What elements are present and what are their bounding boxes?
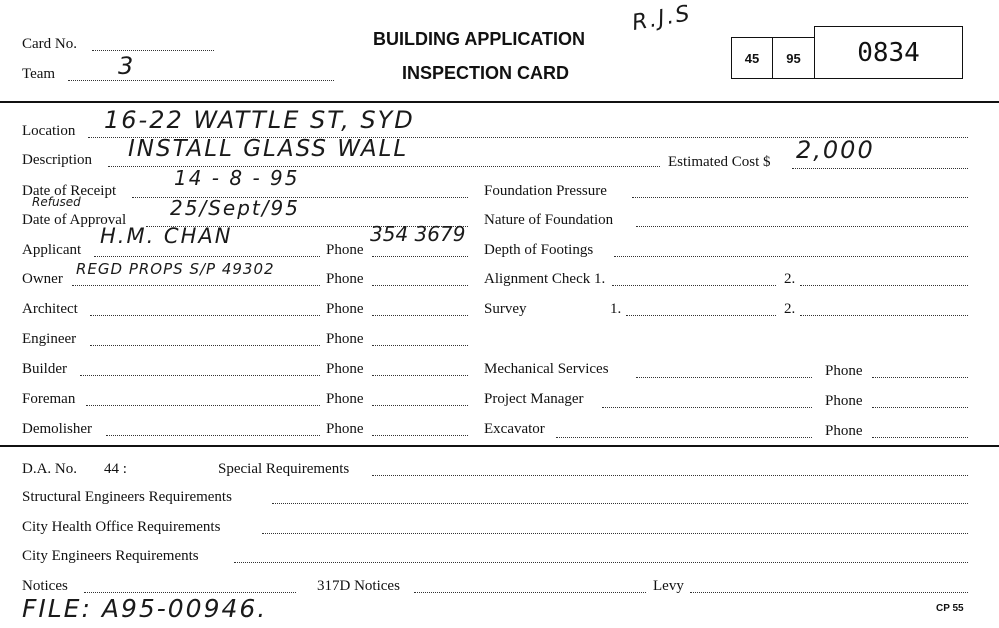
alignment-check-2-field[interactable] (800, 285, 968, 286)
estimated-cost-value: 2,000 (796, 136, 875, 164)
da-no-value: 44 : (104, 461, 127, 477)
architect-field[interactable] (90, 315, 320, 316)
survey-1-field[interactable] (626, 315, 776, 316)
architect-label: Architect (22, 301, 78, 317)
survey-1-label: 1. (610, 301, 622, 317)
card-title-line1: BUILDING APPLICATION (373, 29, 585, 49)
mechanical-label: Mechanical Services (484, 361, 609, 377)
header-divider (0, 101, 999, 103)
applicant-phone-field[interactable] (372, 256, 468, 257)
owner-field[interactable] (72, 285, 320, 286)
details-divider (0, 445, 999, 447)
architect-phone-label: Phone (326, 301, 364, 317)
project-manager-field[interactable] (602, 407, 812, 408)
card-no-field[interactable] (92, 50, 214, 51)
team-value: 3 (118, 52, 136, 80)
excavator-phone-label: Phone (825, 423, 863, 439)
da-no-label: D.A. No. (22, 461, 77, 477)
structural-field[interactable] (272, 503, 968, 504)
location-label: Location (22, 123, 76, 139)
card-no-label: Card No. (22, 36, 77, 52)
alignment-check-1-field[interactable] (612, 285, 776, 286)
survey-2-label: 2. (784, 301, 796, 317)
refused-note: Refused (32, 195, 81, 209)
owner-label: Owner (22, 271, 63, 287)
estimated-cost-field[interactable] (792, 168, 968, 169)
team-label: Team (22, 66, 56, 82)
notices-317d-label: 317D Notices (317, 578, 400, 594)
builder-phone-field[interactable] (372, 375, 468, 376)
engineer-label: Engineer (22, 331, 77, 347)
card-number-box: 0834 (814, 26, 963, 79)
notices-field[interactable] (84, 592, 296, 593)
city-engineers-label: City Engineers Requirements (22, 548, 199, 564)
applicant-phone-value: 354 3679 (370, 222, 466, 246)
special-req-label: Special Requirements (218, 461, 350, 477)
file-note: FILE: A95-00946. (22, 594, 268, 623)
engineer-phone-field[interactable] (372, 345, 468, 346)
city-health-label: City Health Office Requirements (22, 519, 221, 535)
excavator-field[interactable] (556, 437, 812, 438)
project-manager-phone-field[interactable] (872, 407, 968, 408)
nature-foundation-field[interactable] (636, 226, 968, 227)
alignment-check-label: Alignment Check 1. (484, 271, 606, 287)
city-health-field[interactable] (262, 533, 968, 534)
survey-2-field[interactable] (800, 315, 968, 316)
excavator-label: Excavator (484, 421, 545, 437)
form-code: CP 55 (936, 603, 964, 614)
structural-label: Structural Engineers Requirements (22, 489, 232, 505)
card-title-line2: INSPECTION CARD (402, 63, 570, 83)
depth-footings-label: Depth of Footings (484, 242, 594, 258)
project-manager-label: Project Manager (484, 391, 584, 407)
mechanical-phone-label: Phone (825, 363, 863, 379)
foreman-phone-field[interactable] (372, 405, 468, 406)
levy-field[interactable] (690, 592, 968, 593)
code-box-b: 95 (772, 37, 815, 79)
owner-phone-label: Phone (326, 271, 364, 287)
applicant-field[interactable] (94, 256, 320, 257)
notices-label: Notices (22, 578, 68, 594)
description-value: INSTALL GLASS WALL (128, 136, 409, 162)
mechanical-field[interactable] (636, 377, 812, 378)
applicant-label: Applicant (22, 242, 82, 258)
code-box-a: 45 (731, 37, 773, 79)
owner-value: REGD PROPS S/P 49302 (76, 260, 275, 278)
demolisher-phone-field[interactable] (372, 435, 468, 436)
city-engineers-field[interactable] (234, 562, 968, 563)
special-req-field[interactable] (372, 475, 968, 476)
levy-label: Levy (653, 578, 684, 594)
owner-phone-field[interactable] (372, 285, 468, 286)
location-value: 16-22 WATTLE ST, SYD (104, 106, 415, 134)
foundation-pressure-field[interactable] (632, 197, 968, 198)
nature-foundation-label: Nature of Foundation (484, 212, 614, 228)
mechanical-phone-field[interactable] (872, 377, 968, 378)
demolisher-field[interactable] (106, 435, 320, 436)
date-receipt-value: 14 - 8 - 95 (174, 166, 300, 190)
foreman-label: Foreman (22, 391, 76, 407)
alignment-check-2-label: 2. (784, 271, 796, 287)
builder-field[interactable] (80, 375, 320, 376)
builder-label: Builder (22, 361, 67, 377)
applicant-phone-label: Phone (326, 242, 364, 258)
foreman-phone-label: Phone (326, 391, 364, 407)
excavator-phone-field[interactable] (872, 437, 968, 438)
foreman-field[interactable] (86, 405, 320, 406)
description-label: Description (22, 152, 92, 168)
date-approval-value: 25/Sept/95 (170, 196, 300, 220)
builder-phone-label: Phone (326, 361, 364, 377)
survey-label: Survey (484, 301, 527, 317)
foundation-pressure-label: Foundation Pressure (484, 183, 607, 199)
project-manager-phone-label: Phone (825, 393, 863, 409)
team-field[interactable] (68, 80, 334, 81)
date-approval-label: Date of Approval (22, 212, 127, 228)
initials-note: R.J.S (630, 1, 694, 37)
demolisher-label: Demolisher (22, 421, 92, 437)
engineer-phone-label: Phone (326, 331, 364, 347)
estimated-cost-label: Estimated Cost $ (668, 154, 771, 170)
architect-phone-field[interactable] (372, 315, 468, 316)
depth-footings-field[interactable] (614, 256, 968, 257)
date-receipt-label: Date of Receipt (22, 183, 117, 199)
demolisher-phone-label: Phone (326, 421, 364, 437)
applicant-value: H.M. CHAN (100, 224, 233, 248)
engineer-field[interactable] (90, 345, 320, 346)
notices-317d-field[interactable] (414, 592, 646, 593)
